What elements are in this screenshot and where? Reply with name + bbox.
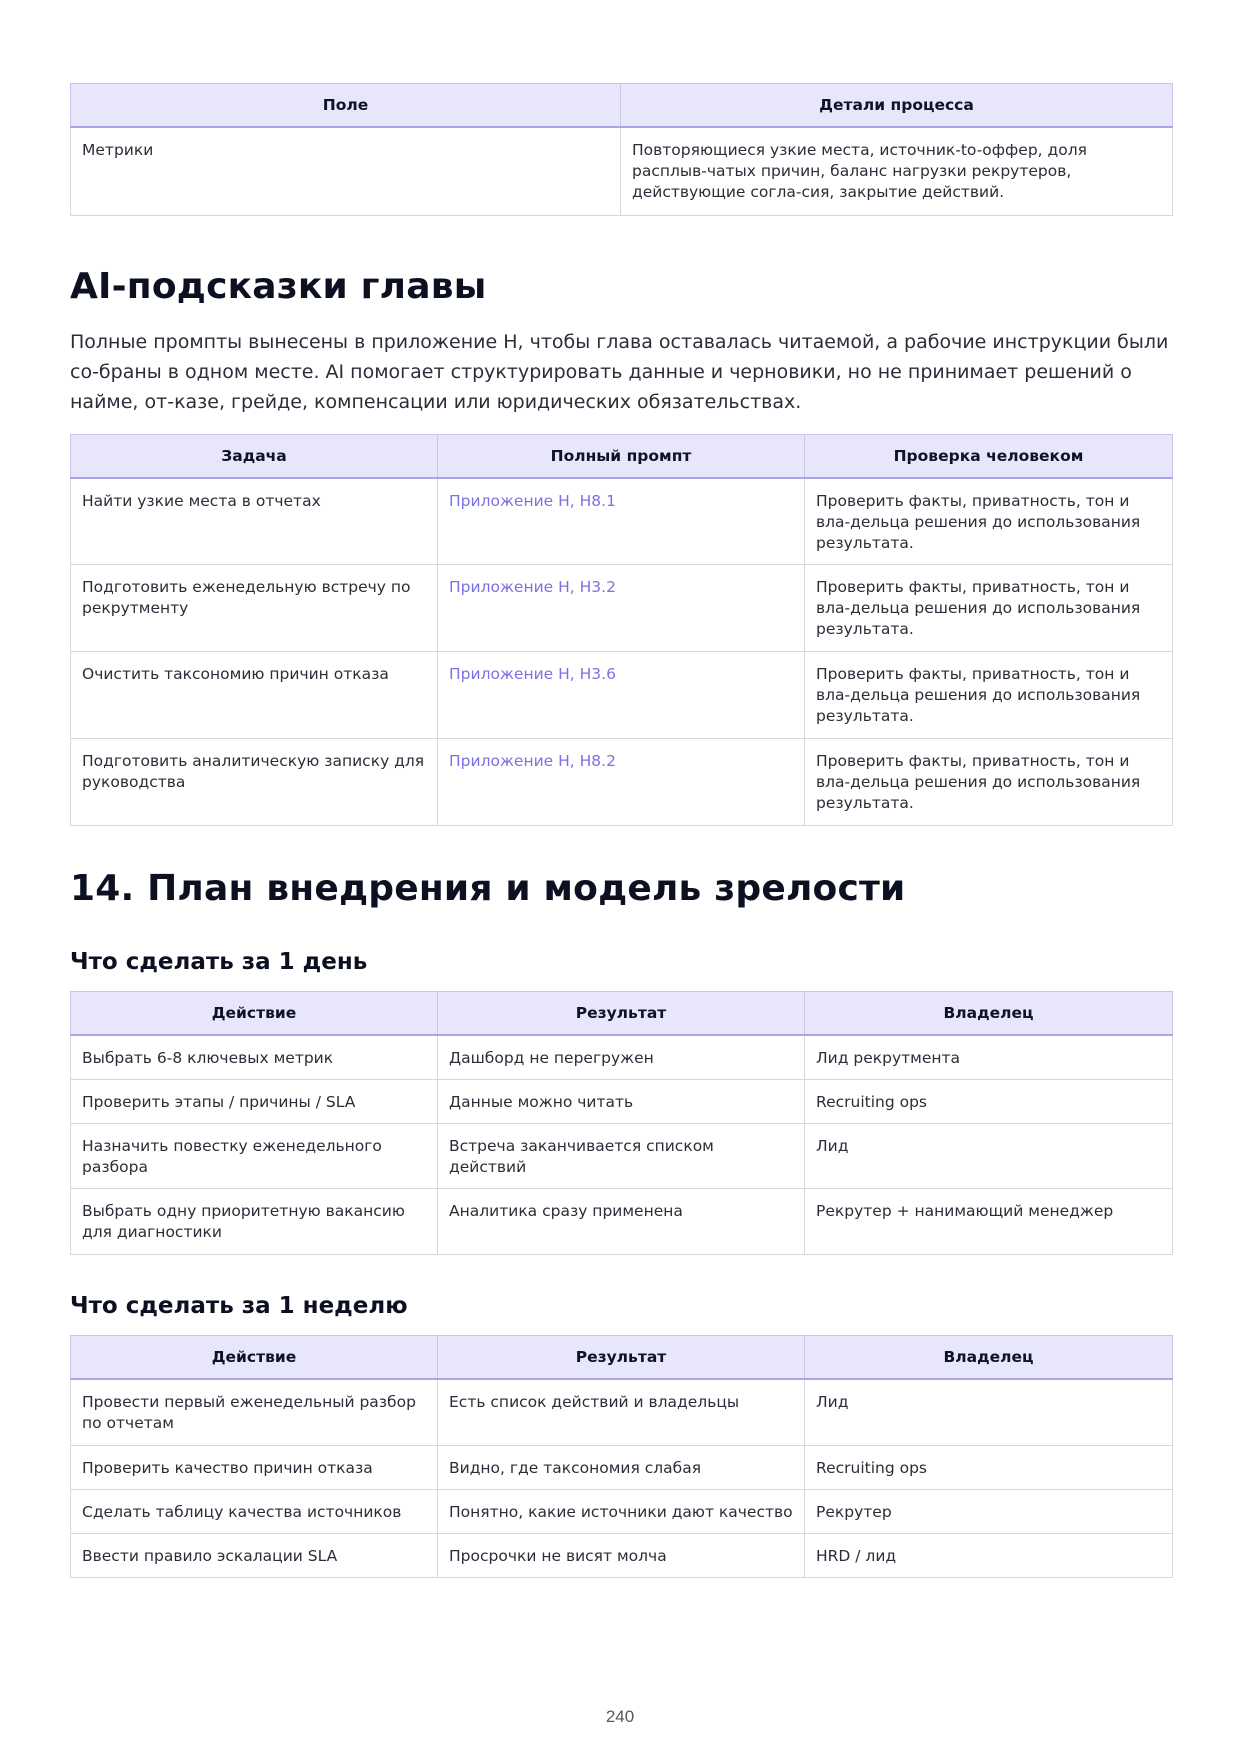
prompt-link[interactable]: Приложение H, H8.1 [438, 478, 805, 565]
ai-prompts-table [70, 434, 1173, 827]
table-row [71, 739, 1173, 826]
column-header: Результат [438, 992, 805, 1036]
table-header-row [71, 992, 1173, 1036]
table-cell: Видно, где таксономия слабая [438, 1445, 805, 1489]
table-cell: Просрочки не висят молча [438, 1533, 805, 1577]
table-cell: Recruiting ops [805, 1445, 1173, 1489]
table-row [71, 1533, 1173, 1577]
table-cell: Рекрутер [805, 1489, 1173, 1533]
page-content [70, 83, 1172, 1578]
table-header-row [71, 1336, 1173, 1380]
table-cell: Recruiting ops [805, 1080, 1173, 1124]
table-cell: Очистить таксономию причин отказа [71, 652, 438, 739]
table-cell: Понятно, какие источники дают качество [438, 1489, 805, 1533]
table-cell: Подготовить аналитическую записку для руководства [71, 739, 438, 826]
table-cell: Проверить факты, приватность, тон и вла-дельца решения до использования результата. [805, 478, 1173, 565]
table-row [71, 1035, 1173, 1080]
table-row [71, 1189, 1173, 1255]
prompt-link[interactable]: Приложение H, H3.2 [438, 565, 805, 652]
table-cell: Лид [805, 1379, 1173, 1445]
table-row [71, 1379, 1173, 1445]
table-cell: Метрики [71, 127, 621, 215]
table-cell: Данные можно читать [438, 1080, 805, 1124]
table-cell: Повторяющиеся узкие места, источник-to-оффер, доля расплыв-чатых причин, баланс нагрузки рекрутеров, действующие согла-сия, закрытие действий. [621, 127, 1173, 215]
table-row [71, 127, 1173, 215]
column-header: Результат [438, 1336, 805, 1380]
table-row [71, 1445, 1173, 1489]
table-row [71, 652, 1173, 739]
table-cell: HRD / лид [805, 1533, 1173, 1577]
column-header: Действие [71, 992, 438, 1036]
column-header: Владелец [805, 1336, 1173, 1380]
table-row [71, 478, 1173, 565]
prompt-link[interactable]: Приложение H, H8.2 [438, 739, 805, 826]
table-cell: Подготовить еженедельную встречу по рекрутменту [71, 565, 438, 652]
section-heading-plan: 14. План внедрения и модель зрелости [70, 868, 906, 909]
table-cell: Лид рекрутмента [805, 1035, 1173, 1080]
table-row [71, 1124, 1173, 1189]
column-header: Действие [71, 1336, 438, 1380]
table-header-row [71, 84, 1173, 128]
table-cell: Проверить факты, приватность, тон и вла-дельца решения до использования результата. [805, 652, 1173, 739]
table-cell: Встреча заканчивается списком действий [438, 1124, 805, 1189]
page-number: 240 [605, 1707, 635, 1726]
column-header: Полный промпт [438, 434, 805, 478]
table-cell: Проверить факты, приватность, тон и вла-дельца решения до использования результата. [805, 565, 1173, 652]
table-cell: Лид [805, 1124, 1173, 1189]
table-cell: Назначить повестку еженедельного разбора [71, 1124, 438, 1189]
table-cell: Ввести правило эскалации SLA [71, 1533, 438, 1577]
table-cell: Провести первый еженедельный разбор по отчетам [71, 1379, 438, 1445]
table-cell: Выбрать 6-8 ключевых метрик [71, 1035, 438, 1080]
subheading-week: Что сделать за 1 неделю [70, 1293, 408, 1319]
table-cell: Проверить этапы / причины / SLA [71, 1080, 438, 1124]
prompt-link[interactable]: Приложение H, H3.6 [438, 652, 805, 739]
table-cell: Рекрутер + нанимающий менеджер [805, 1189, 1173, 1255]
table-cell: Проверить факты, приватность, тон и вла-дельца решения до использования результата. [805, 739, 1173, 826]
table-row [71, 1080, 1173, 1124]
metrics-table [70, 83, 1173, 216]
section-heading-ai: AI-подсказки главы [70, 265, 487, 307]
section-intro: Полные промпты вынесены в приложение H, чтобы глава оставалась читаемой, а рабочие инструкции были со-браны в одном месте. AI помогает структурировать данные и черновики, но не принимает решений о найме, от-казе, грейде, компенсации или юридических обязательствах. [70, 330, 1169, 413]
column-header: Задача [71, 434, 438, 478]
column-header: Детали процесса [621, 84, 1173, 128]
day-plan-table [70, 991, 1173, 1255]
table-row [71, 1489, 1173, 1533]
table-row [71, 565, 1173, 652]
week-plan-table [70, 1335, 1173, 1578]
subheading-day: Что сделать за 1 день [70, 949, 368, 975]
table-cell: Дашборд не перегружен [438, 1035, 805, 1080]
column-header: Поле [71, 84, 621, 128]
table-cell: Аналитика сразу применена [438, 1189, 805, 1255]
column-header: Проверка человеком [805, 434, 1173, 478]
table-cell: Выбрать одну приоритетную вакансию для диагностики [71, 1189, 438, 1255]
table-cell: Есть список действий и владельцы [438, 1379, 805, 1445]
table-cell: Сделать таблицу качества источников [71, 1489, 438, 1533]
table-header-row [71, 434, 1173, 478]
table-cell: Найти узкие места в отчетах [71, 478, 438, 565]
column-header: Владелец [805, 992, 1173, 1036]
table-cell: Проверить качество причин отказа [71, 1445, 438, 1489]
